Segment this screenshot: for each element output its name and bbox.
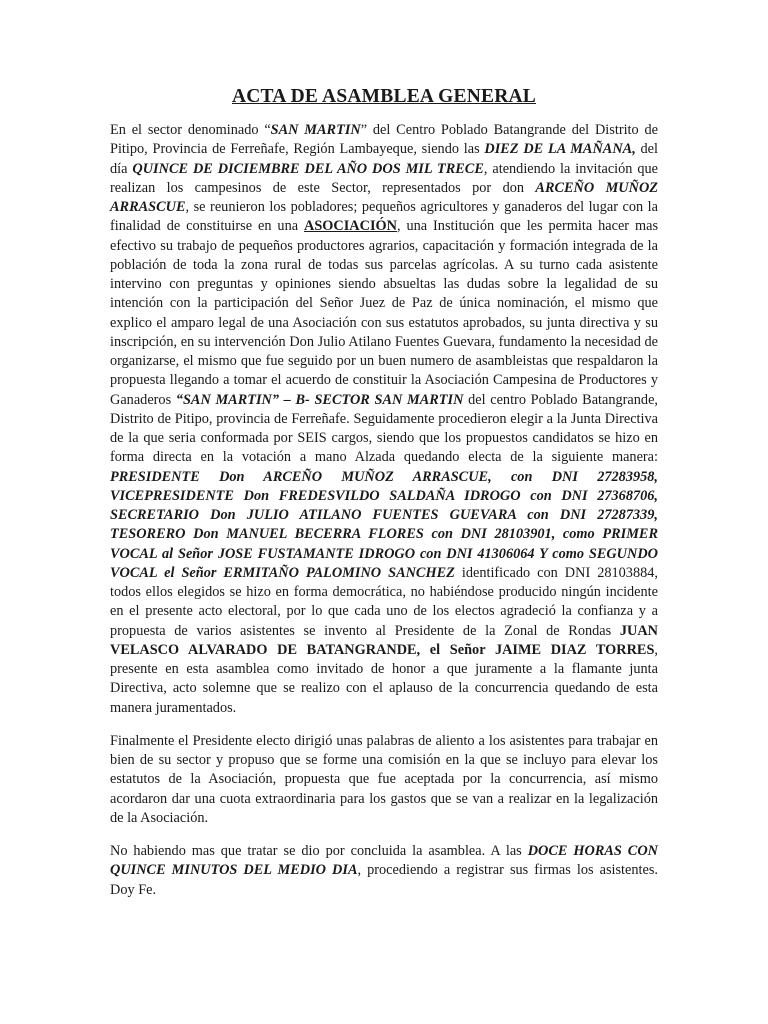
representative-name: ARCEÑO MUÑOZ ARRASCUE — [110, 179, 658, 215]
text-run: , atendiendo la invitación que realizan los campesinos de este Sector, representados por don — [110, 160, 659, 196]
meeting-time: DIEZ DE LA MAÑANA, — [484, 141, 636, 158]
text-run: , se reunieron los pobladores; pequeños agricultores y ganaderos del lugar con la finalidad de constituirse en una — [110, 199, 658, 235]
closing-time: DOCE HORAS CON QUINCE MINUTOS DEL MEDIO DIA — [110, 843, 658, 879]
paragraph-3 — [110, 842, 658, 900]
document-body — [110, 121, 658, 914]
text-run: del día — [110, 141, 658, 177]
paragraph-1 — [110, 121, 658, 718]
place-name: SAN MARTIN — [270, 122, 361, 138]
text-run: No habiendo mas que tratar se dio por concluida la asamblea. A las — [110, 843, 528, 859]
text-run: del centro Poblado Batangrande, Distrito de Pitipo, provincia de Ferreñafe. Seguidamente procedieron elegir a la Junta Directiva de la que seria conformada por SEIS cargos, siendo que los propuestos candidatos se hizo en forma directa en la votación a mano Alzada quedando electa de la siguiente manera: — [110, 391, 658, 466]
text-run: En el sector denominado “ — [110, 122, 271, 138]
text-run: , una Institución que les permita hacer mas efectivo su trabajo de pequeños productores agrarios, capacitación y formación integrada de la población de toda la zona rural de todas sus parcelas agrícolas. A su turno cada asistente intervino con preguntas y opiniones siendo absueltas las dudas sobre la legalidad de su intención con la participación del Señor Juez de Paz de única nominación, el mismo que explico el amparo legal de una Asociación con sus estatutos aprobados, su junta directiva y su inscripción, en su intervención Don Julio Atilano Fuentes Guevara, fundamento la necesidad de organizarse, el mismo que fue seguido por un buen numero de asambleistas que respaldaron la propuesta llegando a tomar el acuerdo de constituir la Asociación Campesina de Productores y Ganaderos — [110, 218, 659, 408]
text-run: identificado con DNI 28103884, todos ellos elegidos se hizo en forma democrática, no habiéndose producido ningún incidente en el presente acto electoral, por lo que cada uno de los electos agradeció la confianza y a propuesta de varios asistentes se invento al Presidente de la Zonal de Rondas — [110, 564, 658, 639]
text-run: ” del Centro Poblado Batangrande del Distrito de Pitipo, Provincia de Ferreñafe, Región Lambayeque, siendo las — [110, 122, 658, 158]
board-members: PRESIDENTE Don ARCEÑO MUÑOZ ARRASCUE, con DNI 27283958, VICEPRESIDENTE Don FREDESVILDO SALDAÑA IDROGO con DNI 27368706, SECRETARIO Don JULIO ATILANO FUENTES GUEVARA con DNI 27287339, TESORERO Don MANUEL BECERRA FLORES con DNI 28103901, como PRIMER VOCAL al Señor JOSE FUSTAMANTE IDROGO con DNI 41306064 Y como SEGUNDO VOCAL el Señor ERMITAÑO PALOMINO SANCHEZ — [110, 468, 658, 581]
association-name: “SAN MARTIN” – B- SECTOR SAN MARTIN — [175, 391, 464, 408]
honor-guest: JUAN VELASCO ALVARADO DE BATANGRANDE, el Señor JAIME DIAZ TORRES — [110, 622, 658, 658]
text-run: , presente en esta asamblea como invitado de honor a que juramente a la flamante junta Directiva, acto solemne que se realizo con el aplauso de la concurrencia quedando de esta manera juramentados. — [110, 641, 658, 716]
association-term: ASOCIACIÓN — [304, 218, 397, 235]
paragraph-2: Finalmente el Presidente electo dirigió unas palabras de aliento a los asistentes para trabajar en bien de su sector y propuso que se forme una comisión en la que se incluyo para elevar los estatutos de la Asociación, propuesta que fue aceptada por la concurrencia, así mismo acordaron dar una cuota extraordinaria para los gastos que se van a realizar en la legalización de la Asociación. — [110, 732, 658, 826]
text-run: , procediendo a registrar sus firmas los asistentes. Doy Fe. — [110, 862, 658, 898]
document-title: ACTA DE ASAMBLEA GENERAL — [231, 86, 537, 107]
meeting-date: QUINCE DE DICIEMBRE DEL AÑO DOS MIL TRECE — [132, 160, 484, 177]
